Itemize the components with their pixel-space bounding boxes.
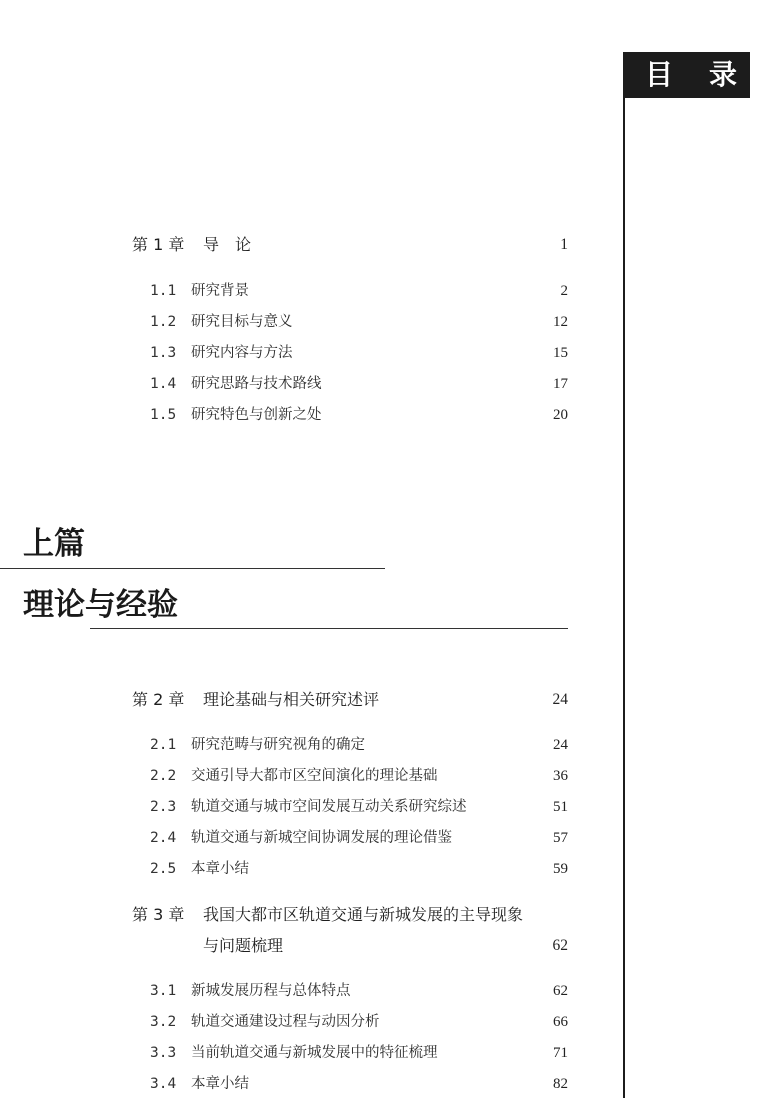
page-number: 71: [553, 1045, 568, 1061]
section-number: 2.4: [150, 830, 177, 846]
toc-tab: [623, 52, 773, 98]
section-title: 轨道交通与城市空间发展互动关系研究综述: [191, 799, 467, 815]
section-title: 本章小结: [191, 861, 249, 877]
page-number: 51: [553, 799, 568, 815]
chapter-label: 第 3 章: [132, 905, 185, 924]
tab-vertical-rule: [623, 98, 625, 1098]
page-number: 57: [553, 830, 568, 846]
page-number: 24: [553, 737, 568, 753]
section-title: 研究思路与技术路线: [191, 376, 322, 392]
section-title: 研究背景: [191, 283, 249, 299]
page-number: 12: [553, 314, 568, 330]
chapter-title-line1: 我国大都市区轨道交通与新城发展的主导现象: [203, 905, 524, 924]
page-number: 82: [553, 1076, 568, 1092]
toc-section[interactable]: [0, 279, 600, 303]
toc-tab-label: 目录: [645, 58, 773, 91]
toc-section[interactable]: [0, 733, 600, 757]
page-number: 2: [560, 283, 568, 299]
page-number: 20: [553, 407, 568, 423]
chapter-label: 第 1 章: [132, 235, 185, 254]
part-title: 上篇: [23, 526, 85, 562]
toc-chapter-3[interactable]: [0, 903, 600, 927]
section-number: 3.1: [150, 983, 177, 999]
page-number: 66: [553, 1014, 568, 1030]
toc-section[interactable]: [0, 372, 600, 396]
section-title: 轨道交通与新城空间协调发展的理论借鉴: [191, 830, 452, 846]
section-title: 研究目标与意义: [191, 314, 293, 330]
toc-chapter-1[interactable]: [0, 233, 600, 257]
toc-section[interactable]: [0, 1041, 600, 1065]
chapter-title: 理论基础与相关研究述评: [203, 690, 380, 709]
section-title: 研究范畴与研究视角的确定: [191, 737, 365, 753]
section-number: 1.5: [150, 407, 177, 423]
page-number: 1: [560, 236, 568, 253]
chapter-title-line2: 与问题梳理: [203, 936, 284, 955]
toc-section[interactable]: [0, 341, 600, 365]
toc-chapter-3-cont[interactable]: [0, 934, 600, 958]
section-title: 本章小结: [191, 1076, 249, 1092]
page-number: 62: [552, 937, 568, 954]
toc-section[interactable]: [0, 310, 600, 334]
toc-section[interactable]: [0, 795, 600, 819]
page-number: 15: [553, 345, 568, 361]
toc-section[interactable]: [0, 764, 600, 788]
page-number: 17: [553, 376, 568, 392]
page-number: 59: [553, 861, 568, 877]
section-title: 研究特色与创新之处: [191, 407, 322, 423]
section-title: 交通引导大都市区空间演化的理论基础: [191, 768, 438, 784]
toc-section[interactable]: [0, 1010, 600, 1034]
toc-section[interactable]: [0, 1072, 600, 1096]
part-divider: [0, 568, 385, 569]
section-number: 3.2: [150, 1014, 177, 1030]
section-title: 新城发展历程与总体特点: [191, 983, 351, 999]
section-number: 1.2: [150, 314, 177, 330]
section-number: 2.3: [150, 799, 177, 815]
chapter-label: 第 2 章: [132, 690, 185, 709]
section-number: 2.1: [150, 737, 177, 753]
toc-section[interactable]: [0, 826, 600, 850]
part-subtitle: 理论与经验: [23, 587, 178, 623]
part-divider: [90, 628, 568, 629]
toc-section[interactable]: [0, 403, 600, 427]
section-title: 轨道交通建设过程与动因分析: [191, 1014, 380, 1030]
section-number: 1.4: [150, 376, 177, 392]
page-number: 36: [553, 768, 568, 784]
section-number: 1.1: [150, 283, 177, 299]
toc-chapter-2[interactable]: [0, 688, 600, 712]
section-title: 当前轨道交通与新城发展中的特征梳理: [191, 1045, 438, 1061]
section-title: 研究内容与方法: [191, 345, 293, 361]
section-number: 2.2: [150, 768, 177, 784]
section-number: 3.4: [150, 1076, 177, 1092]
page-number: 62: [553, 983, 568, 999]
chapter-title: 导 论: [203, 235, 252, 254]
section-number: 1.3: [150, 345, 177, 361]
toc-section[interactable]: [0, 857, 600, 881]
page-number: 24: [552, 691, 568, 708]
section-number: 2.5: [150, 861, 177, 877]
section-number: 3.3: [150, 1045, 177, 1061]
toc-section[interactable]: [0, 979, 600, 1003]
